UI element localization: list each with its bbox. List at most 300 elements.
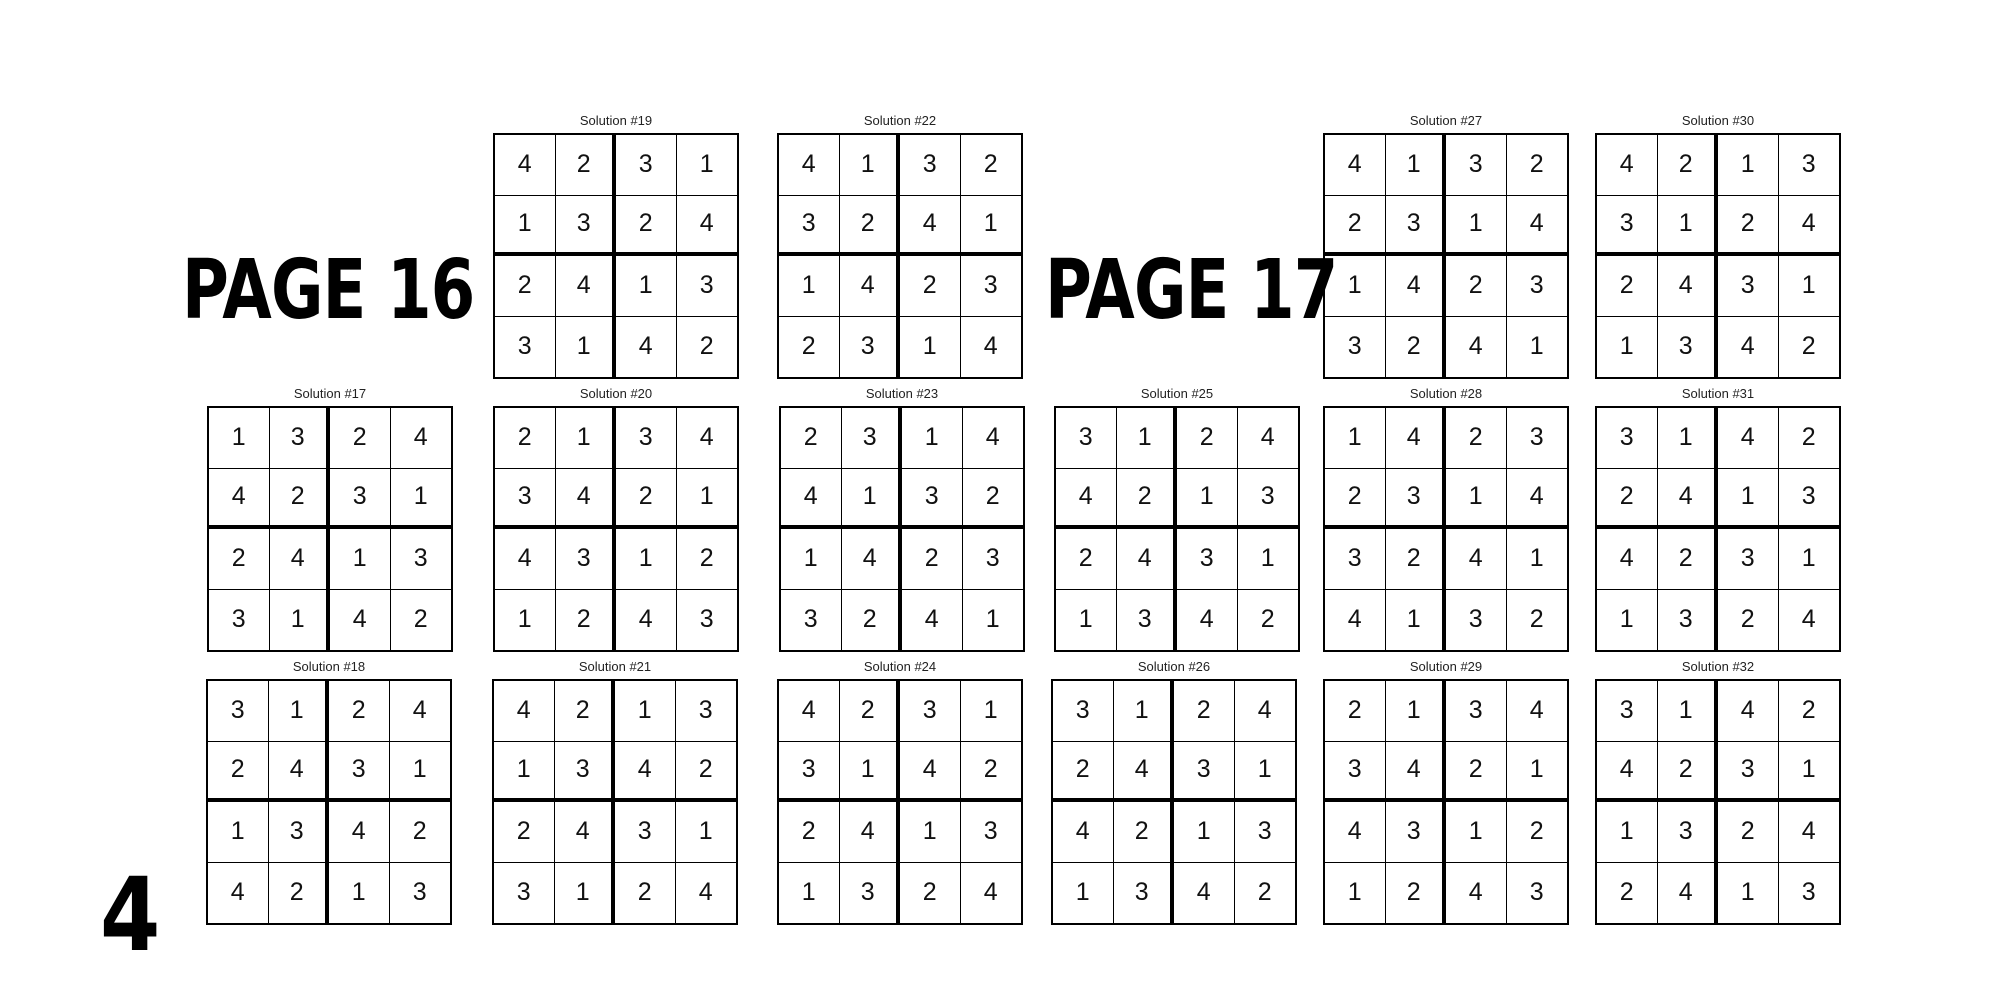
grid-cell: 3 [1597,196,1658,257]
grid-cell: 2 [677,529,738,590]
grid-cell: 2 [1325,681,1386,742]
solution-puzzle [1051,659,1297,925]
grid-cell: 3 [269,802,330,863]
grid-cell: 4 [209,469,270,530]
solution-puzzle [1595,386,1841,652]
solution-puzzle [1595,659,1841,925]
grid-cell: 1 [1597,802,1658,863]
solution-label: Solution #19 [579,113,653,128]
grid-cell: 4 [1718,408,1779,469]
grid-cell: 2 [1718,196,1779,257]
grid-cell: 4 [1325,135,1386,196]
grid-cell: 1 [840,135,901,196]
page-number: 4 [100,856,161,975]
sudoku-grid [1054,406,1300,652]
grid-cell: 2 [1386,529,1447,590]
grid-cell: 1 [676,802,737,863]
grid-cell: 2 [269,863,330,924]
grid-cell: 2 [390,802,451,863]
grid-cell: 2 [556,135,617,196]
grid-cell: 2 [1718,590,1779,651]
grid-cell: 2 [1114,802,1175,863]
grid-cell: 4 [1597,135,1658,196]
grid-cell: 3 [1658,802,1719,863]
grid-cell: 4 [1053,802,1114,863]
solution-puzzle [492,659,738,925]
grid-cell: 4 [1235,681,1296,742]
grid-cell: 1 [781,529,842,590]
grid-cell: 2 [209,529,270,590]
grid-cell: 4 [1801,605,1816,634]
grid-cell: 3 [1718,529,1779,590]
solution-label: Solution #26 [1137,659,1211,674]
grid-cell: 2 [1446,742,1507,803]
grid-cell: 2 [1446,256,1507,317]
grid-cell: 4 [781,469,842,530]
grid-cell: 4 [1507,469,1568,530]
grid-cell: 1 [615,681,676,742]
grid-cell: 3 [330,469,391,530]
grid-cell: 2 [270,469,331,530]
grid-cell: 1 [1718,469,1779,530]
grid-cell: 1 [390,742,451,803]
sudoku-grid [779,406,1025,652]
grid-cell: 4 [495,135,556,196]
grid-cell: 3 [1325,317,1386,378]
grid-cell: 2 [1257,878,1272,907]
grid-cell: 4 [270,529,331,590]
grid-cell: 3 [1801,878,1816,907]
grid-cell: 2 [676,742,737,803]
grid-cell: 4 [900,196,961,257]
grid-cell: 1 [985,605,1000,634]
grid-cell: 4 [1779,196,1840,257]
grid-cell: 4 [495,529,556,590]
grid-cell: 1 [1446,196,1507,257]
grid-cell: 2 [1801,332,1816,361]
page-16-heading: PAGE 16 [182,243,475,338]
grid-cell: 2 [329,681,390,742]
grid-cell: 4 [840,802,901,863]
grid-cell: 3 [1507,408,1568,469]
grid-cell: 4 [556,256,617,317]
grid-cell: 1 [1507,742,1568,803]
grid-cell: 3 [676,681,737,742]
grid-cell: 4 [1446,317,1507,378]
solution-label: Solution #20 [579,386,653,401]
grid-cell: 4 [1117,529,1178,590]
grid-cell: 3 [208,681,269,742]
grid-cell: 3 [555,742,616,803]
grid-cell: 3 [495,317,556,378]
grid-cell: 4 [840,256,901,317]
grid-cell: 2 [495,408,556,469]
solution-label: Solution #32 [1681,659,1755,674]
grid-cell: 4 [842,529,903,590]
grid-cell: 3 [963,529,1024,590]
grid-cell: 3 [1386,196,1447,257]
grid-cell: 4 [615,742,676,803]
grid-cell: 1 [1658,408,1719,469]
grid-cell: 3 [1446,590,1507,651]
grid-cell: 3 [842,408,903,469]
grid-cell: 2 [1597,863,1658,924]
grid-cell: 4 [1718,317,1779,378]
grid-cell: 2 [1597,469,1658,530]
grid-cell: 3 [1056,408,1117,469]
grid-cell: 2 [1174,681,1235,742]
sudoku-grid [1595,679,1841,925]
grid-cell: 3 [1053,681,1114,742]
grid-cell: 3 [1325,742,1386,803]
grid-cell: 2 [495,256,556,317]
grid-cell: 1 [1386,590,1447,651]
grid-cell: 1 [1529,332,1544,361]
grid-cell: 4 [1386,408,1447,469]
grid-cell: 4 [1238,408,1299,469]
grid-cell: 2 [1597,256,1658,317]
grid-cell: 1 [677,469,738,530]
grid-cell: 1 [961,196,1022,257]
solution-label: Solution #31 [1681,386,1755,401]
solution-label: Solution #28 [1409,386,1483,401]
grid-cell: 1 [208,802,269,863]
grid-cell: 4 [983,332,998,361]
grid-cell: 1 [495,590,556,651]
grid-cell: 1 [842,469,903,530]
grid-cell: 3 [1386,469,1447,530]
grid-cell: 3 [1446,681,1507,742]
grid-cell: 2 [1507,802,1568,863]
solution-label: Solution #30 [1681,113,1755,128]
grid-cell: 4 [902,590,963,651]
grid-cell: 2 [840,196,901,257]
grid-cell: 2 [615,863,676,924]
solution-puzzle [777,659,1023,925]
grid-cell: 4 [1056,469,1117,530]
grid-cell: 3 [900,135,961,196]
grid-cell: 2 [1507,135,1568,196]
grid-cell: 2 [555,681,616,742]
grid-cell: 4 [677,408,738,469]
grid-cell: 1 [1238,529,1299,590]
grid-cell: 1 [1658,196,1719,257]
solution-label: Solution #22 [863,113,937,128]
sudoku-grid [1323,133,1569,379]
grid-cell: 3 [329,742,390,803]
grid-cell: 2 [616,469,677,530]
grid-cell: 3 [1597,408,1658,469]
grid-cell: 1 [391,469,452,530]
page-17-heading: PAGE 17 [1045,243,1338,338]
grid-cell: 3 [1529,878,1544,907]
grid-cell: 1 [1779,529,1840,590]
grid-cell: 3 [270,408,331,469]
sudoku-grid [777,133,1023,379]
grid-cell: 4 [555,802,616,863]
grid-cell: 1 [1114,681,1175,742]
grid-cell: 2 [1056,529,1117,590]
solution-label: Solution #24 [863,659,937,674]
grid-cell: 2 [781,408,842,469]
grid-cell: 3 [616,135,677,196]
grid-cell: 1 [616,256,677,317]
grid-cell: 4 [1597,529,1658,590]
grid-cell: 1 [1325,408,1386,469]
grid-cell: 4 [1658,863,1719,924]
grid-cell: 4 [1718,681,1779,742]
grid-cell: 2 [840,681,901,742]
grid-cell: 3 [1325,529,1386,590]
grid-cell: 2 [1658,529,1719,590]
grid-cell: 1 [1718,135,1779,196]
grid-cell: 1 [1446,469,1507,530]
grid-cell: 2 [208,742,269,803]
solution-label: Solution #21 [578,659,652,674]
grid-cell: 3 [412,878,427,907]
grid-cell: 2 [779,317,840,378]
grid-cell: 4 [1325,590,1386,651]
grid-cell: 2 [842,590,903,651]
grid-cell: 3 [1174,742,1235,803]
grid-cell: 4 [1325,802,1386,863]
grid-cell: 4 [1386,256,1447,317]
grid-cell: 1 [1325,863,1386,924]
grid-cell: 2 [1260,605,1275,634]
grid-cell: 4 [1446,529,1507,590]
grid-cell: 4 [391,408,452,469]
sudoku-grid [1595,406,1841,652]
grid-cell: 2 [494,802,555,863]
grid-cell: 1 [900,317,961,378]
grid-cell: 4 [1658,256,1719,317]
grid-cell: 4 [983,878,998,907]
grid-cell: 2 [1779,681,1840,742]
grid-cell: 4 [269,742,330,803]
grid-cell: 3 [1507,256,1568,317]
grid-cell: 3 [781,590,842,651]
grid-cell: 2 [779,802,840,863]
grid-cell: 3 [616,408,677,469]
grid-cell: 3 [1386,802,1447,863]
grid-cell: 1 [1597,590,1658,651]
sudoku-grid [493,133,739,379]
grid-cell: 3 [1658,590,1719,651]
grid-cell: 1 [900,802,961,863]
grid-cell: 2 [1325,469,1386,530]
grid-cell: 3 [1446,135,1507,196]
grid-cell: 2 [1117,469,1178,530]
solution-puzzle [777,113,1023,379]
solution-puzzle [1595,113,1841,379]
grid-cell: 3 [902,469,963,530]
grid-cell: 4 [779,135,840,196]
grid-cell: 2 [900,256,961,317]
grid-cell: 1 [1235,742,1296,803]
grid-cell: 2 [963,469,1024,530]
grid-cell: 3 [556,196,617,257]
grid-cell: 3 [840,863,901,924]
grid-cell: 2 [1325,196,1386,257]
solution-label: Solution #27 [1409,113,1483,128]
grid-cell: 4 [963,408,1024,469]
grid-cell: 3 [1235,802,1296,863]
sudoku-grid [492,679,738,925]
grid-cell: 1 [1056,590,1117,651]
grid-cell: 1 [555,863,616,924]
grid-cell: 2 [1658,135,1719,196]
grid-cell: 3 [1114,863,1175,924]
solution-label: Solution #17 [293,386,367,401]
grid-cell: 1 [961,681,1022,742]
grid-cell: 2 [1529,605,1544,634]
grid-cell: 4 [494,681,555,742]
sudoku-grid [493,406,739,652]
grid-cell: 4 [1174,863,1235,924]
grid-cell: 2 [1779,408,1840,469]
sudoku-grid [1323,679,1569,925]
grid-cell: 4 [698,878,713,907]
grid-cell: 1 [330,529,391,590]
grid-cell: 1 [209,408,270,469]
solution-label: Solution #18 [292,659,366,674]
solution-puzzle [206,659,452,925]
grid-cell: 1 [1053,863,1114,924]
grid-cell: 3 [1718,256,1779,317]
grid-cell: 1 [1658,681,1719,742]
grid-cell: 2 [1177,408,1238,469]
grid-cell: 1 [779,863,840,924]
grid-cell: 1 [1386,135,1447,196]
grid-cell: 1 [1386,681,1447,742]
grid-cell: 3 [1779,135,1840,196]
grid-cell: 2 [330,408,391,469]
solution-puzzle [493,386,739,652]
grid-cell: 3 [1779,469,1840,530]
solution-puzzle [1323,113,1569,379]
solution-puzzle [779,386,1025,652]
grid-cell: 1 [556,408,617,469]
grid-cell: 1 [494,742,555,803]
grid-cell: 1 [556,317,617,378]
grid-cell: 4 [390,681,451,742]
grid-cell: 3 [840,317,901,378]
grid-cell: 1 [269,681,330,742]
grid-cell: 4 [329,802,390,863]
grid-cell: 3 [494,863,555,924]
solution-puzzle [207,386,453,652]
grid-cell: 2 [616,196,677,257]
solution-puzzle [1323,386,1569,652]
grid-cell: 1 [616,529,677,590]
grid-cell: 3 [209,590,270,651]
grid-cell: 3 [699,605,714,634]
grid-cell: 2 [900,863,961,924]
grid-cell: 3 [961,256,1022,317]
grid-cell: 4 [330,590,391,651]
grid-cell: 4 [1507,681,1568,742]
solution-label: Solution #29 [1409,659,1483,674]
grid-cell: 3 [615,802,676,863]
grid-cell: 4 [1446,863,1507,924]
sudoku-grid [777,679,1023,925]
grid-cell: 2 [961,135,1022,196]
solution-label: Solution #23 [865,386,939,401]
grid-cell: 2 [902,529,963,590]
grid-cell: 3 [1238,469,1299,530]
grid-cell: 3 [1658,317,1719,378]
grid-cell: 3 [900,681,961,742]
grid-cell: 3 [1718,742,1779,803]
solution-puzzle [1323,659,1569,925]
grid-cell: 2 [961,742,1022,803]
grid-cell: 4 [1779,802,1840,863]
grid-cell: 1 [1507,529,1568,590]
grid-cell: 3 [556,529,617,590]
grid-cell: 3 [391,529,452,590]
grid-cell: 4 [616,590,677,651]
grid-cell: 2 [413,605,428,634]
grid-cell: 3 [779,742,840,803]
grid-cell: 1 [1117,408,1178,469]
grid-cell: 2 [1053,742,1114,803]
grid-cell: 4 [1658,469,1719,530]
grid-cell: 4 [556,469,617,530]
grid-cell: 4 [677,196,738,257]
grid-cell: 2 [699,332,714,361]
grid-cell: 1 [1779,256,1840,317]
solution-label: Solution #25 [1140,386,1214,401]
grid-cell: 3 [677,256,738,317]
grid-cell: 4 [779,681,840,742]
grid-cell: 1 [1177,469,1238,530]
grid-cell: 4 [1386,742,1447,803]
sudoku-grid [207,406,453,652]
grid-cell: 1 [1446,802,1507,863]
grid-cell: 1 [270,590,331,651]
grid-cell: 1 [1597,317,1658,378]
grid-cell: 1 [1718,863,1779,924]
grid-cell: 4 [616,317,677,378]
grid-cell: 3 [1597,681,1658,742]
grid-cell: 1 [329,863,390,924]
grid-cell: 1 [1174,802,1235,863]
grid-cell: 1 [495,196,556,257]
sudoku-grid [1595,133,1841,379]
grid-cell: 1 [902,408,963,469]
grid-cell: 3 [1117,590,1178,651]
grid-cell: 2 [556,590,617,651]
grid-cell: 2 [1386,317,1447,378]
solution-puzzle [493,113,739,379]
grid-cell: 2 [1386,863,1447,924]
grid-cell: 3 [1177,529,1238,590]
sudoku-grid [1051,679,1297,925]
grid-cell: 1 [1325,256,1386,317]
grid-cell: 1 [840,742,901,803]
grid-cell: 4 [208,863,269,924]
sudoku-grid [1323,406,1569,652]
grid-cell: 2 [1658,742,1719,803]
grid-cell: 1 [677,135,738,196]
grid-cell: 3 [779,196,840,257]
grid-cell: 3 [961,802,1022,863]
solution-puzzle [1054,386,1300,652]
grid-cell: 1 [1779,742,1840,803]
grid-cell: 4 [1507,196,1568,257]
grid-cell: 4 [1177,590,1238,651]
grid-cell: 4 [900,742,961,803]
